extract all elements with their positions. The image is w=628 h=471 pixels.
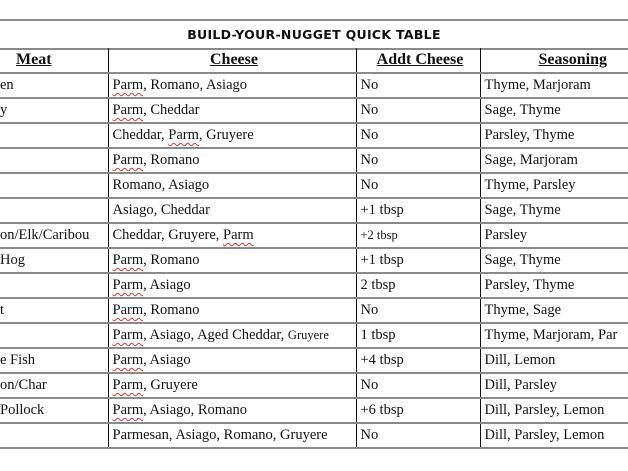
addt-cheese-cell-text: +4 tbsp <box>360 352 404 368</box>
addt-cheese-cell <box>356 248 480 273</box>
table-row <box>0 348 628 373</box>
table-row <box>0 223 628 248</box>
spellcheck-mark: Parm <box>112 327 144 343</box>
cheese-cell-text: Parm, Romano, Asiago <box>112 77 248 93</box>
seasoning-cell-text: Sage, Thyme <box>484 102 561 118</box>
addt-cheese-cell <box>356 273 480 298</box>
cheese-cell <box>108 298 356 323</box>
cheese-cell-text: Cheddar, Parm, Gruyere <box>112 127 254 143</box>
cheese-cell-text: Romano, Asiago <box>112 177 210 193</box>
meat-cell-text: t <box>0 302 5 318</box>
addt-cheese-cell-text: +1 tbsp <box>360 252 404 268</box>
meat-cell <box>0 423 108 448</box>
seasoning-cell-text: Parsley, Thyme <box>484 277 575 293</box>
meat-cell <box>0 373 108 398</box>
seasoning-cell <box>480 173 628 198</box>
meat-cell-text: Pollock <box>0 402 45 418</box>
cheese-cell-extra: Gruyere <box>287 328 329 342</box>
cheese-cell <box>108 223 356 248</box>
addt-cheese-cell-text: No <box>360 177 379 193</box>
meat-cell <box>0 173 108 198</box>
cheese-cell-text: Parm, Asiago, Aged Cheddar, <box>112 327 285 343</box>
cheese-cell-text: Asiago, Cheddar <box>112 202 210 218</box>
addt-cheese-cell-text: 1 tbsp <box>360 327 396 343</box>
table-row <box>0 323 628 348</box>
table-row <box>0 173 628 198</box>
meat-cell-text: y <box>0 102 8 118</box>
seasoning-cell <box>480 373 628 398</box>
seasoning-cell <box>480 148 628 173</box>
table-title: BUILD-YOUR-NUGGET QUICK TABLE <box>187 27 441 42</box>
cheese-cell-text: Parmesan, Asiago, Romano, Gruyere <box>112 427 328 443</box>
addt-cheese-cell-text: No <box>360 77 379 93</box>
spellcheck-mark: Parm <box>112 302 144 318</box>
meat-cell-text: e Fish <box>0 352 36 368</box>
addt-cheese-cell <box>356 173 480 198</box>
meat-cell <box>0 348 108 373</box>
meat-cell <box>0 148 108 173</box>
cheese-cell <box>108 273 356 298</box>
table-row <box>0 148 628 173</box>
cheese-cell <box>108 98 356 123</box>
addt-cheese-cell <box>356 73 480 98</box>
meat-cell <box>0 198 108 223</box>
header-row <box>0 48 628 73</box>
cheese-cell <box>108 173 356 198</box>
cheese-cell-text: Cheddar, Gruyere, Parm <box>112 227 254 243</box>
meat-cell <box>0 298 108 323</box>
cheese-cell-text: Parm, Romano <box>112 152 200 168</box>
spellcheck-mark: Parm <box>223 227 254 243</box>
seasoning-cell <box>480 223 628 248</box>
table-row <box>0 373 628 398</box>
seasoning-cell-text: Parsley, Thyme <box>484 127 575 143</box>
cheese-cell-text: Parm, Asiago <box>112 352 191 368</box>
seasoning-cell-text: Dill, Lemon <box>484 352 556 368</box>
table-row <box>0 248 628 273</box>
seasoning-cell-text: Sage, Thyme <box>484 202 561 218</box>
addt-cheese-cell <box>356 348 480 373</box>
spellcheck-mark: Parm <box>112 377 144 393</box>
addt-cheese-cell-text: No <box>360 377 379 393</box>
seasoning-cell-text: Dill, Parsley, Lemon <box>484 402 605 418</box>
cheese-cell-text: Parm, Romano <box>112 302 200 318</box>
seasoning-cell-text: Dill, Parsley, Lemon <box>484 427 605 443</box>
addt-cheese-cell-text: No <box>360 127 379 143</box>
table-row <box>0 398 628 423</box>
spellcheck-mark: Parm <box>112 402 144 418</box>
seasoning-cell <box>480 123 628 148</box>
cheese-cell <box>108 423 356 448</box>
meat-cell <box>0 323 108 348</box>
seasoning-cell-text: Parsley <box>484 227 528 243</box>
addt-cheese-cell <box>356 223 480 248</box>
header-meat: Meat <box>0 48 108 73</box>
addt-cheese-cell-text: +6 tbsp <box>360 402 404 418</box>
seasoning-cell <box>480 273 628 298</box>
addt-cheese-cell <box>356 423 480 448</box>
addt-cheese-cell <box>356 98 480 123</box>
cheese-cell <box>108 148 356 173</box>
nugget-table <box>0 48 628 449</box>
meat-cell <box>0 248 108 273</box>
cheese-cell <box>108 348 356 373</box>
cheese-cell-text: Parm, Cheddar <box>112 102 200 118</box>
header-cheese: Cheese <box>108 48 356 73</box>
cheese-cell-text: Parm, Romano <box>112 252 200 268</box>
meat-cell <box>0 273 108 298</box>
meat-cell <box>0 223 108 248</box>
table-row <box>0 123 628 148</box>
spellcheck-mark: Parm <box>112 252 144 268</box>
spellcheck-mark: Parm <box>112 352 144 368</box>
table-title-row <box>0 19 628 50</box>
meat-cell <box>0 398 108 423</box>
addt-cheese-cell-text: No <box>360 102 379 118</box>
seasoning-cell <box>480 323 628 348</box>
cheese-cell <box>108 73 356 98</box>
spellcheck-mark: Parm <box>112 152 144 168</box>
spellcheck-mark: Parm <box>112 77 144 93</box>
seasoning-cell-text: Thyme, Marjoram <box>484 77 591 93</box>
meat-cell <box>0 73 108 98</box>
cheese-cell <box>108 398 356 423</box>
seasoning-cell <box>480 248 628 273</box>
meat-cell-text: on/Char <box>0 377 47 393</box>
seasoning-cell <box>480 423 628 448</box>
addt-cheese-cell-text: No <box>360 427 379 443</box>
addt-cheese-cell <box>356 398 480 423</box>
spellcheck-mark: Parm <box>112 102 144 118</box>
seasoning-cell <box>480 98 628 123</box>
meat-cell <box>0 123 108 148</box>
spellcheck-mark: Parm <box>112 277 144 293</box>
meat-cell-text: Hog <box>0 252 25 268</box>
seasoning-cell-text: Dill, Parsley <box>484 377 557 393</box>
addt-cheese-cell-text: No <box>360 302 379 318</box>
addt-cheese-cell <box>356 373 480 398</box>
seasoning-cell-text: Sage, Thyme <box>484 252 561 268</box>
seasoning-cell <box>480 198 628 223</box>
addt-cheese-cell <box>356 123 480 148</box>
cheese-cell-text: Parm, Asiago <box>112 277 191 293</box>
seasoning-cell-text: Thyme, Marjoram, Par <box>484 327 618 343</box>
cheese-cell <box>108 373 356 398</box>
seasoning-cell-text: Thyme, Sage <box>484 302 562 318</box>
seasoning-cell-text: Sage, Marjoram <box>484 152 578 168</box>
table-row <box>0 273 628 298</box>
spellcheck-mark: Parm <box>168 127 199 143</box>
meat-cell-text: on/Elk/Caribou <box>0 227 90 243</box>
table-row <box>0 423 628 448</box>
addt-cheese-cell <box>356 298 480 323</box>
cheese-cell-text: Parm, Asiago, Romano <box>112 402 248 418</box>
table-row <box>0 73 628 98</box>
seasoning-cell <box>480 348 628 373</box>
header-seasoning: Seasoning <box>480 48 628 73</box>
addt-cheese-cell <box>356 198 480 223</box>
seasoning-cell <box>480 398 628 423</box>
table-row <box>0 298 628 323</box>
addt-cheese-cell-text: 2 tbsp <box>360 277 396 293</box>
addt-cheese-cell-text: +1 tbsp <box>360 202 404 218</box>
table-row <box>0 98 628 123</box>
seasoning-cell <box>480 73 628 98</box>
seasoning-cell-text: Thyme, Parsley <box>484 177 576 193</box>
cheese-cell <box>108 248 356 273</box>
addt-cheese-cell-text: +2 tbsp <box>360 228 398 242</box>
cheese-cell <box>108 198 356 223</box>
seasoning-cell <box>480 298 628 323</box>
cheese-cell <box>108 323 356 348</box>
header-addt-cheese: Addt Cheese <box>356 48 480 73</box>
addt-cheese-cell <box>356 148 480 173</box>
cheese-cell <box>108 123 356 148</box>
addt-cheese-cell-text: No <box>360 152 379 168</box>
addt-cheese-cell <box>356 323 480 348</box>
meat-cell <box>0 98 108 123</box>
cheese-cell-text: Parm, Gruyere <box>112 377 198 393</box>
meat-cell-text: en <box>0 77 14 93</box>
table-row <box>0 198 628 223</box>
